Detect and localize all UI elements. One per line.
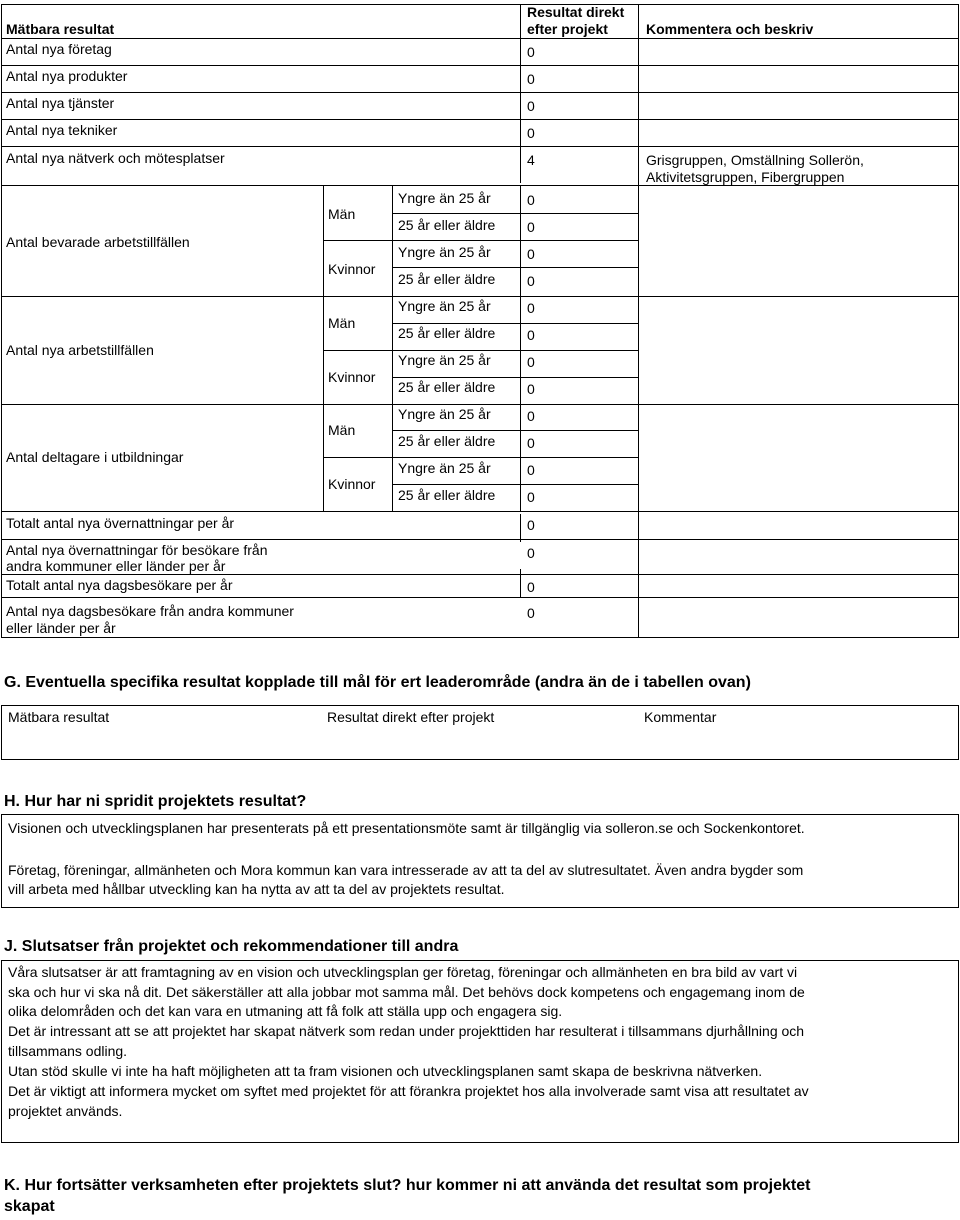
section-k-heading-line2: skapat (4, 1198, 55, 1215)
group-value: 0 (527, 219, 535, 235)
gender-women: Kvinnor (328, 476, 376, 492)
row-comment-line1: Grisgruppen, Omställning Sollerön, (646, 152, 864, 168)
age-young: Yngre än 25 år (398, 190, 491, 206)
age-young: Yngre än 25 år (398, 352, 491, 368)
section-g-col-result: Resultat direkt efter projekt (327, 709, 495, 725)
header-result-line1: Resultat direkt (527, 4, 625, 20)
age-old: 25 år eller äldre (398, 271, 496, 287)
section-h-para2-line1: Företag, föreningar, allmänheten och Mora kommun kan vara intresserade av att ta del av slutresultatet. Även andra bygder som (8, 862, 804, 878)
section-k-heading-line1: K. Hur fortsätter verksamheten efter projektets slut? hur kommer ni att använda det resultat som projektet (4, 1177, 811, 1194)
header-measurable: Mätbara resultat (6, 21, 115, 37)
group-value: 0 (527, 381, 535, 397)
row-comment-line2: Aktivitetsgruppen, Fibergruppen (646, 169, 845, 185)
row-label-line1: Antal nya dagsbesökare från andra kommuner (6, 603, 294, 619)
age-old: 25 år eller äldre (398, 433, 496, 449)
header-comment: Kommentera och beskriv (646, 21, 814, 37)
row-value: 0 (527, 605, 535, 621)
section-j-line: olika delområden och det kan vara en utmaning att få folk att ställa upp och engagera sig. (8, 1003, 563, 1019)
row-label: Antal nya nätverk och mötesplatser (6, 150, 225, 166)
age-young: Yngre än 25 år (398, 298, 491, 314)
group-value: 0 (527, 408, 535, 424)
section-h-heading: H. Hur har ni spridit projektets resultat? (4, 793, 307, 810)
group-value: 0 (527, 354, 535, 370)
section-g-heading: G. Eventuella specifika resultat kopplade till mål för ert leaderområde (andra än de i tabellen ovan) (4, 674, 751, 691)
age-old: 25 år eller äldre (398, 325, 496, 341)
section-j-line: Våra slutsatser är att framtagning av en vision och utvecklingsplan ger företag, föreningar och allmänheten en bra bild av vart vi (8, 964, 798, 980)
section-j-heading: J. Slutsatser från projektet och rekommendationer till andra (4, 938, 459, 955)
age-old: 25 år eller äldre (398, 217, 496, 233)
age-young: Yngre än 25 år (398, 244, 491, 260)
section-j-line: Det är viktigt att informera mycket om syftet med projektet för att förankra projektet hos alla involverade samt visa att resultatet av (8, 1083, 809, 1099)
header-result-line2: efter projekt (527, 21, 608, 37)
row-label-line1: Antal nya övernattningar för besökare från (6, 542, 268, 558)
section-g-col-comment: Kommentar (644, 709, 717, 725)
section-j-line: ska och hur vi ska nå dit. Det säkerställer att alla jobbar mot samma mål. Det behövs dock kompetens och engagemang inom de (8, 984, 805, 1000)
row-label: Antal nya tjänster (6, 95, 115, 111)
section-j-line: Utan stöd skulle vi inte ha haft möjligheten att ta fram visionen och utvecklingsplanen samt skapa de beskrivna nätverken. (8, 1063, 763, 1079)
row-value: 0 (527, 71, 535, 87)
section-h-para1: Visionen och utvecklingsplanen har presenterats på ett presentationsmöte samt är tillgänglig via solleron.se och Sockenkontoret. (8, 820, 805, 836)
age-young: Yngre än 25 år (398, 406, 491, 422)
row-label: Totalt antal nya dagsbesökare per år (6, 577, 233, 593)
age-young: Yngre än 25 år (398, 460, 491, 476)
group-value: 0 (527, 246, 535, 262)
group-value: 0 (527, 435, 535, 451)
group-value: 0 (527, 489, 535, 505)
gender-men: Män (328, 315, 356, 331)
section-j-line: tillsammans odling. (8, 1043, 128, 1059)
row-label: Antal nya företag (6, 41, 112, 57)
section-g-col-measurable: Mätbara resultat (8, 709, 110, 725)
group-label: Antal bevarade arbetstillfällen (6, 234, 190, 250)
group-value: 0 (527, 273, 535, 289)
group-label: Antal nya arbetstillfällen (6, 342, 154, 358)
gender-women: Kvinnor (328, 261, 376, 277)
group-value: 0 (527, 192, 535, 208)
group-value: 0 (527, 327, 535, 343)
row-value: 0 (527, 545, 535, 561)
row-value: 0 (527, 125, 535, 141)
group-label: Antal deltagare i utbildningar (6, 449, 184, 465)
row-value: 0 (527, 579, 535, 595)
age-old: 25 år eller äldre (398, 487, 496, 503)
row-value: 0 (527, 517, 535, 533)
section-j-line: Det är intressant att se att projektet har skapat nätverk som redan under projekttiden har resulterat i tillsammans djurhållning och (8, 1023, 805, 1039)
row-label: Totalt antal nya övernattningar per år (6, 515, 235, 531)
row-value: 0 (527, 44, 535, 60)
gender-women: Kvinnor (328, 369, 376, 385)
row-value: 4 (527, 152, 535, 168)
row-label-line2: eller länder per år (6, 620, 116, 636)
age-old: 25 år eller äldre (398, 379, 496, 395)
group-value: 0 (527, 300, 535, 316)
group-value: 0 (527, 462, 535, 478)
section-h-para2-line2: vill arbeta med hållbar utveckling kan ha nytta av att ta del av projektets resultat. (8, 881, 505, 897)
gender-men: Män (328, 422, 356, 438)
gender-men: Män (328, 206, 356, 222)
row-value: 0 (527, 98, 535, 114)
section-j-line: projektet används. (8, 1103, 123, 1119)
row-label-line2: andra kommuner eller länder per år (6, 558, 226, 574)
row-label: Antal nya tekniker (6, 122, 118, 138)
row-label: Antal nya produkter (6, 68, 128, 84)
